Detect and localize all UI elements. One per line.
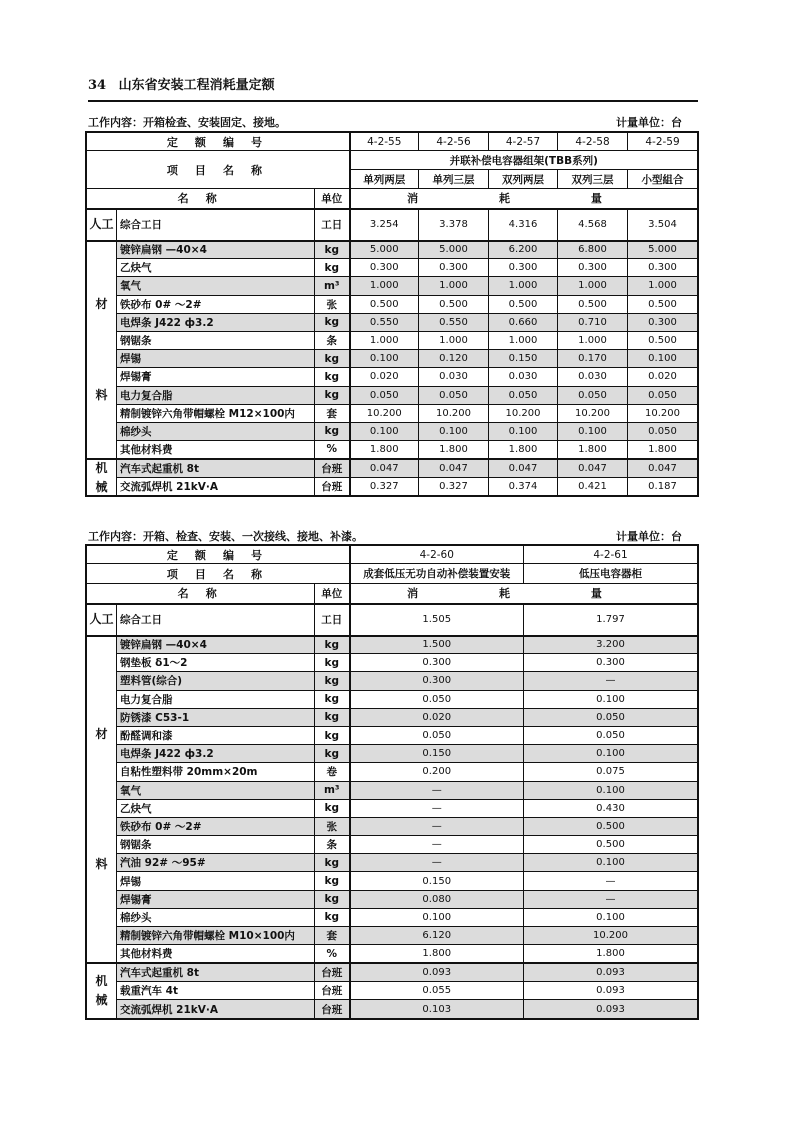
- materials-category: [87, 636, 117, 963]
- value-cell: 1.800: [524, 945, 698, 963]
- item-name: 自粘性塑料带 20mm×20m: [117, 763, 315, 781]
- item-name: 铁砂布 0# ～2#: [117, 817, 315, 835]
- value-cell: 1.000: [628, 277, 698, 295]
- material-row: [87, 404, 698, 422]
- value-cell: 0.550: [419, 313, 489, 331]
- group-title: 并联补偿电容器组架(TBB系列): [350, 151, 698, 170]
- value-cell: 0.050: [524, 708, 698, 726]
- machine-row: [87, 459, 698, 478]
- item-name: 载重汽车 4t: [117, 981, 315, 1000]
- value-cell: 0.050: [350, 726, 524, 744]
- value-cell: 0.050: [628, 386, 698, 404]
- labor-category: 人工: [87, 604, 117, 636]
- header-rule: [88, 100, 698, 102]
- item-unit: kg: [315, 636, 350, 654]
- value-cell: 10.200: [558, 404, 628, 422]
- item-unit: kg: [315, 672, 350, 690]
- value-cell: 0.080: [350, 890, 524, 908]
- material-row: [87, 313, 698, 331]
- value-cell: 0.093: [524, 981, 698, 1000]
- value-cell: 10.200: [350, 404, 419, 422]
- value-cell: 0.300: [350, 672, 524, 690]
- item-name: 钢锯条: [117, 331, 315, 349]
- value-cell: 10.200: [524, 927, 698, 945]
- page-number: 34: [88, 78, 107, 93]
- material-row: [87, 927, 698, 945]
- item-unit: kg: [315, 799, 350, 817]
- value-cell: 0.430: [524, 799, 698, 817]
- quota-code: 4-2-58: [558, 133, 628, 151]
- value-cell: 1.800: [350, 945, 524, 963]
- column-header-row: [87, 584, 698, 604]
- value-cell: 0.100: [350, 908, 524, 926]
- material-row: [87, 781, 698, 799]
- quota-code: 4-2-55: [350, 133, 419, 151]
- value-cell: 0.050: [419, 386, 489, 404]
- item-unit: 卷: [315, 763, 350, 781]
- item-name: 铁砂布 0# ～2#: [117, 295, 315, 313]
- value-cell: 0.710: [558, 313, 628, 331]
- machinery-section: [87, 459, 698, 496]
- material-row: [87, 441, 698, 459]
- value-cell: 0.050: [628, 422, 698, 440]
- item-name: 交流弧焊机 21kV·A: [117, 477, 315, 496]
- value-cell: 0.093: [524, 963, 698, 982]
- value-cell: 1.000: [489, 277, 558, 295]
- material-row: [87, 890, 698, 908]
- item-unit: kg: [315, 890, 350, 908]
- value-cell: 0.055: [350, 981, 524, 1000]
- value-cell: 0.170: [558, 350, 628, 368]
- value-cell: 0.100: [489, 422, 558, 440]
- category-char: 械: [95, 479, 108, 494]
- col-unit-header: 单位: [315, 584, 350, 604]
- item-name: 塑料管(综合): [117, 672, 315, 690]
- value-cell: 0.120: [419, 350, 489, 368]
- subtitle: 小型組合: [628, 170, 698, 189]
- value-cell: 0.660: [489, 313, 558, 331]
- material-row: [87, 368, 698, 386]
- value-cell: 0.500: [350, 295, 419, 313]
- value-cell: 1.800: [419, 441, 489, 459]
- value-cell: 10.200: [628, 404, 698, 422]
- value-cell: 0.030: [419, 368, 489, 386]
- value-cell: 0.300: [628, 313, 698, 331]
- value-cell: 0.327: [419, 477, 489, 496]
- value-cell: —: [524, 872, 698, 890]
- material-row: [87, 726, 698, 744]
- material-row: [87, 872, 698, 890]
- value-cell: 0.500: [628, 331, 698, 349]
- quota-code: 4-2-56: [419, 133, 489, 151]
- material-row: [87, 745, 698, 763]
- col-name-header: 名 称: [87, 189, 315, 209]
- category-char: 材: [95, 727, 108, 742]
- value-cell: 0.300: [350, 259, 419, 277]
- item-unit: m³: [315, 781, 350, 799]
- value-cell: 0.103: [350, 1000, 524, 1019]
- item-unit: 台班: [315, 981, 350, 1000]
- item-unit: 套: [315, 404, 350, 422]
- value-cell: 0.047: [350, 459, 419, 478]
- value-cell: 5.000: [419, 241, 489, 259]
- value-cell: 0.100: [524, 745, 698, 763]
- value-cell: 0.020: [350, 368, 419, 386]
- value-cell: 0.150: [350, 745, 524, 763]
- item-unit: kg: [315, 872, 350, 890]
- item-name: 镀锌扁钢 —40×4: [117, 636, 315, 654]
- item-name: 其他材料费: [117, 441, 315, 459]
- value-cell: 1.800: [628, 441, 698, 459]
- subtitle: 双列两层: [489, 170, 558, 189]
- item-unit: kg: [315, 726, 350, 744]
- item-unit: %: [315, 441, 350, 459]
- item-name: 汽油 92# ～95#: [117, 854, 315, 872]
- item-unit: kg: [315, 745, 350, 763]
- project-name-label: 项 目 名 称: [87, 151, 350, 189]
- category-char: 械: [95, 992, 108, 1007]
- item-unit: kg: [315, 350, 350, 368]
- value-cell: 0.050: [558, 386, 628, 404]
- table2-unit-of-measure: 计量单位：台: [616, 530, 682, 543]
- value-cell: 0.421: [558, 477, 628, 496]
- value-cell: 0.200: [350, 763, 524, 781]
- labor-row: [87, 209, 698, 241]
- item-name: 精制镀锌六角带帽螺栓 M10×100内: [117, 927, 315, 945]
- value-cell: 0.050: [350, 386, 419, 404]
- item-name: 酚醛调和漆: [117, 726, 315, 744]
- value-cell: 1.000: [350, 331, 419, 349]
- value-cell: 0.300: [558, 259, 628, 277]
- material-row: [87, 636, 698, 654]
- item-name: 交流弧焊机 21kV·A: [117, 1000, 315, 1019]
- value-cell: 0.100: [558, 422, 628, 440]
- material-row: [87, 386, 698, 404]
- table2-work-line: [88, 528, 698, 544]
- labor-row: [87, 604, 698, 636]
- item-name: 综合工日: [117, 209, 315, 241]
- value-cell: 1.500: [350, 636, 524, 654]
- value-cell: 0.300: [524, 654, 698, 672]
- quota-code: 4-2-61: [524, 546, 698, 564]
- category-char: 料: [95, 387, 108, 402]
- value-cell: 0.374: [489, 477, 558, 496]
- item-unit: 条: [315, 836, 350, 854]
- material-row: [87, 836, 698, 854]
- item-name: 电力复合脂: [117, 386, 315, 404]
- item-name: 镀锌扁钢 —40×4: [117, 241, 315, 259]
- value-cell: 0.100: [419, 422, 489, 440]
- value-cell: 1.800: [489, 441, 558, 459]
- item-unit: kg: [315, 313, 350, 331]
- value-cell: 0.047: [628, 459, 698, 478]
- item-unit: kg: [315, 690, 350, 708]
- material-row: [87, 277, 698, 295]
- material-row: [87, 908, 698, 926]
- value-cell: 1.000: [558, 331, 628, 349]
- item-name: 棉纱头: [117, 908, 315, 926]
- table1-work-content: 工作内容：开箱检查、安装固定、接地。: [88, 116, 286, 129]
- item-name: 精制镀锌六角带帽螺栓 M12×100内: [117, 404, 315, 422]
- page-header: [88, 74, 698, 93]
- labor-category: 人工: [87, 209, 117, 241]
- item-unit: %: [315, 945, 350, 963]
- value-cell: 1.800: [558, 441, 628, 459]
- category-char: 机: [95, 974, 108, 989]
- quota-code-label: 定 额 编 号: [87, 133, 350, 151]
- value-cell: 10.200: [419, 404, 489, 422]
- item-name: 钢垫板 δ1～2: [117, 654, 315, 672]
- item-name: 电力复合脂: [117, 690, 315, 708]
- value-cell: 3.504: [628, 209, 698, 241]
- quota-code-row: [87, 546, 698, 564]
- project-name-label: 项 目 名 称: [87, 564, 350, 584]
- project-title-row: [87, 151, 698, 170]
- machine-row: [87, 1000, 698, 1019]
- material-row: [87, 422, 698, 440]
- materials-section: [87, 241, 698, 459]
- book-title: 山东省安装工程消耗量定额: [118, 78, 275, 93]
- value-cell: 4.316: [489, 209, 558, 241]
- item-unit: kg: [315, 241, 350, 259]
- value-cell: 0.500: [419, 295, 489, 313]
- value-cell: 0.100: [524, 854, 698, 872]
- value-cell: 1.000: [419, 331, 489, 349]
- value-cell: 0.100: [524, 690, 698, 708]
- value-cell: 3.254: [350, 209, 419, 241]
- value-cell: 0.050: [350, 690, 524, 708]
- value-cell: 1.505: [350, 604, 524, 636]
- value-cell: 0.100: [524, 908, 698, 926]
- value-cell: 0.093: [350, 963, 524, 982]
- value-cell: 1.000: [558, 277, 628, 295]
- value-cell: 1.000: [489, 331, 558, 349]
- col-unit-header: 单位: [315, 189, 350, 209]
- value-cell: 5.000: [628, 241, 698, 259]
- item-unit: kg: [315, 259, 350, 277]
- value-cell: 0.100: [524, 781, 698, 799]
- machinery-section: [87, 963, 698, 1019]
- value-cell: 0.500: [628, 295, 698, 313]
- item-name: 焊锡膏: [117, 890, 315, 908]
- item-name: 氧气: [117, 781, 315, 799]
- quota-code-row: [87, 133, 698, 151]
- item-unit: 台班: [315, 459, 350, 478]
- machinery-category: [87, 963, 117, 1019]
- material-row: [87, 350, 698, 368]
- item-unit: kg: [315, 386, 350, 404]
- value-cell: —: [350, 799, 524, 817]
- value-cell: 1.797: [524, 604, 698, 636]
- item-name: 焊锡膏: [117, 368, 315, 386]
- value-cell: 0.093: [524, 1000, 698, 1019]
- value-cell: 0.047: [558, 459, 628, 478]
- quota-code: 4-2-59: [628, 133, 698, 151]
- material-row: [87, 799, 698, 817]
- item-unit: 套: [315, 927, 350, 945]
- material-row: [87, 817, 698, 835]
- quota-table-1: [86, 132, 698, 496]
- value-cell: 1.000: [419, 277, 489, 295]
- item-unit: 张: [315, 817, 350, 835]
- value-cell: 0.030: [489, 368, 558, 386]
- value-cell: 0.300: [489, 259, 558, 277]
- material-row: [87, 672, 698, 690]
- value-cell: 0.020: [350, 708, 524, 726]
- material-row: [87, 259, 698, 277]
- value-cell: 0.187: [628, 477, 698, 496]
- value-cell: 0.150: [489, 350, 558, 368]
- material-row: [87, 945, 698, 963]
- value-cell: 3.378: [419, 209, 489, 241]
- value-cell: 0.300: [419, 259, 489, 277]
- value-cell: 4.568: [558, 209, 628, 241]
- value-cell: 0.100: [350, 422, 419, 440]
- item-name: 汽车式起重机 8t: [117, 459, 315, 478]
- quota-code: 4-2-60: [350, 546, 524, 564]
- value-cell: 0.150: [350, 872, 524, 890]
- item-name: 防锈漆 C53-1: [117, 708, 315, 726]
- item-name: 电焊条 J422 ф3.2: [117, 745, 315, 763]
- value-cell: 0.050: [524, 726, 698, 744]
- category-char: 料: [95, 856, 108, 871]
- item-unit: 台班: [315, 1000, 350, 1019]
- col-name-header: 名 称: [87, 584, 315, 604]
- quota-code-label: 定 额 编 号: [87, 546, 350, 564]
- value-cell: 3.200: [524, 636, 698, 654]
- item-unit: kg: [315, 708, 350, 726]
- value-cell: 0.500: [489, 295, 558, 313]
- value-cell: 6.200: [489, 241, 558, 259]
- item-unit: 张: [315, 295, 350, 313]
- value-cell: 0.100: [350, 350, 419, 368]
- value-cell: 10.200: [489, 404, 558, 422]
- subtitle: 双列三层: [558, 170, 628, 189]
- value-cell: 0.020: [628, 368, 698, 386]
- value-cell: 0.075: [524, 763, 698, 781]
- subtitle-row: [87, 564, 698, 584]
- subtitle: 单列两层: [350, 170, 419, 189]
- material-row: [87, 854, 698, 872]
- consumption-header: 消 耗 量: [350, 189, 698, 209]
- value-cell: 6.800: [558, 241, 628, 259]
- category-char: 机: [95, 461, 108, 476]
- value-cell: 0.030: [558, 368, 628, 386]
- column-header-row: [87, 189, 698, 209]
- value-cell: 0.300: [628, 259, 698, 277]
- item-unit: 条: [315, 331, 350, 349]
- materials-category: [87, 241, 117, 459]
- item-unit: 台班: [315, 477, 350, 496]
- item-unit: 工日: [315, 604, 350, 636]
- machinery-category: [87, 459, 117, 496]
- value-cell: —: [350, 781, 524, 799]
- value-cell: —: [350, 854, 524, 872]
- material-row: [87, 708, 698, 726]
- value-cell: 0.327: [350, 477, 419, 496]
- table2-work-content: 工作内容：开箱、检查、安装、一次接线、接地、补漆。: [88, 530, 363, 543]
- value-cell: 0.047: [489, 459, 558, 478]
- item-unit: kg: [315, 908, 350, 926]
- value-cell: 5.000: [350, 241, 419, 259]
- value-cell: 0.047: [419, 459, 489, 478]
- value-cell: —: [524, 672, 698, 690]
- machine-row: [87, 981, 698, 1000]
- item-unit: m³: [315, 277, 350, 295]
- value-cell: 0.500: [524, 817, 698, 835]
- material-row: [87, 331, 698, 349]
- item-unit: kg: [315, 368, 350, 386]
- value-cell: —: [350, 817, 524, 835]
- quota-code: 4-2-57: [489, 133, 558, 151]
- quota-table-2: [86, 545, 698, 1019]
- materials-section: [87, 636, 698, 963]
- material-row: [87, 241, 698, 259]
- subtitle: 单列三层: [419, 170, 489, 189]
- subtitle: 低压电容器柜: [524, 564, 698, 584]
- value-cell: 0.050: [489, 386, 558, 404]
- machine-row: [87, 477, 698, 496]
- value-cell: 0.550: [350, 313, 419, 331]
- value-cell: 1.800: [350, 441, 419, 459]
- item-name: 汽车式起重机 8t: [117, 963, 315, 982]
- item-unit: kg: [315, 854, 350, 872]
- value-cell: 1.000: [350, 277, 419, 295]
- value-cell: 6.120: [350, 927, 524, 945]
- item-name: 焊锡: [117, 350, 315, 368]
- value-cell: 0.500: [524, 836, 698, 854]
- value-cell: —: [524, 890, 698, 908]
- category-char: 材: [95, 297, 108, 312]
- consumption-header: 消 耗 量: [350, 584, 698, 604]
- material-row: [87, 763, 698, 781]
- value-cell: —: [350, 836, 524, 854]
- item-unit: kg: [315, 654, 350, 672]
- item-unit: 工日: [315, 209, 350, 241]
- item-name: 综合工日: [117, 604, 315, 636]
- machine-row: [87, 963, 698, 982]
- material-row: [87, 654, 698, 672]
- subtitle: 成套低压无功自动补偿装置安装: [350, 564, 524, 584]
- item-unit: kg: [315, 422, 350, 440]
- material-row: [87, 295, 698, 313]
- item-name: 乙炔气: [117, 799, 315, 817]
- item-unit: 台班: [315, 963, 350, 982]
- table1-work-line: [88, 114, 698, 130]
- item-name: 氧气: [117, 277, 315, 295]
- value-cell: 0.300: [350, 654, 524, 672]
- item-name: 其他材料费: [117, 945, 315, 963]
- item-name: 钢锯条: [117, 836, 315, 854]
- material-row: [87, 690, 698, 708]
- item-name: 焊锡: [117, 872, 315, 890]
- item-name: 电焊条 J422 ф3.2: [117, 313, 315, 331]
- value-cell: 0.500: [558, 295, 628, 313]
- value-cell: 0.100: [628, 350, 698, 368]
- item-name: 棉纱头: [117, 422, 315, 440]
- item-name: 乙炔气: [117, 259, 315, 277]
- table1-unit-of-measure: 计量单位：台: [616, 116, 682, 129]
